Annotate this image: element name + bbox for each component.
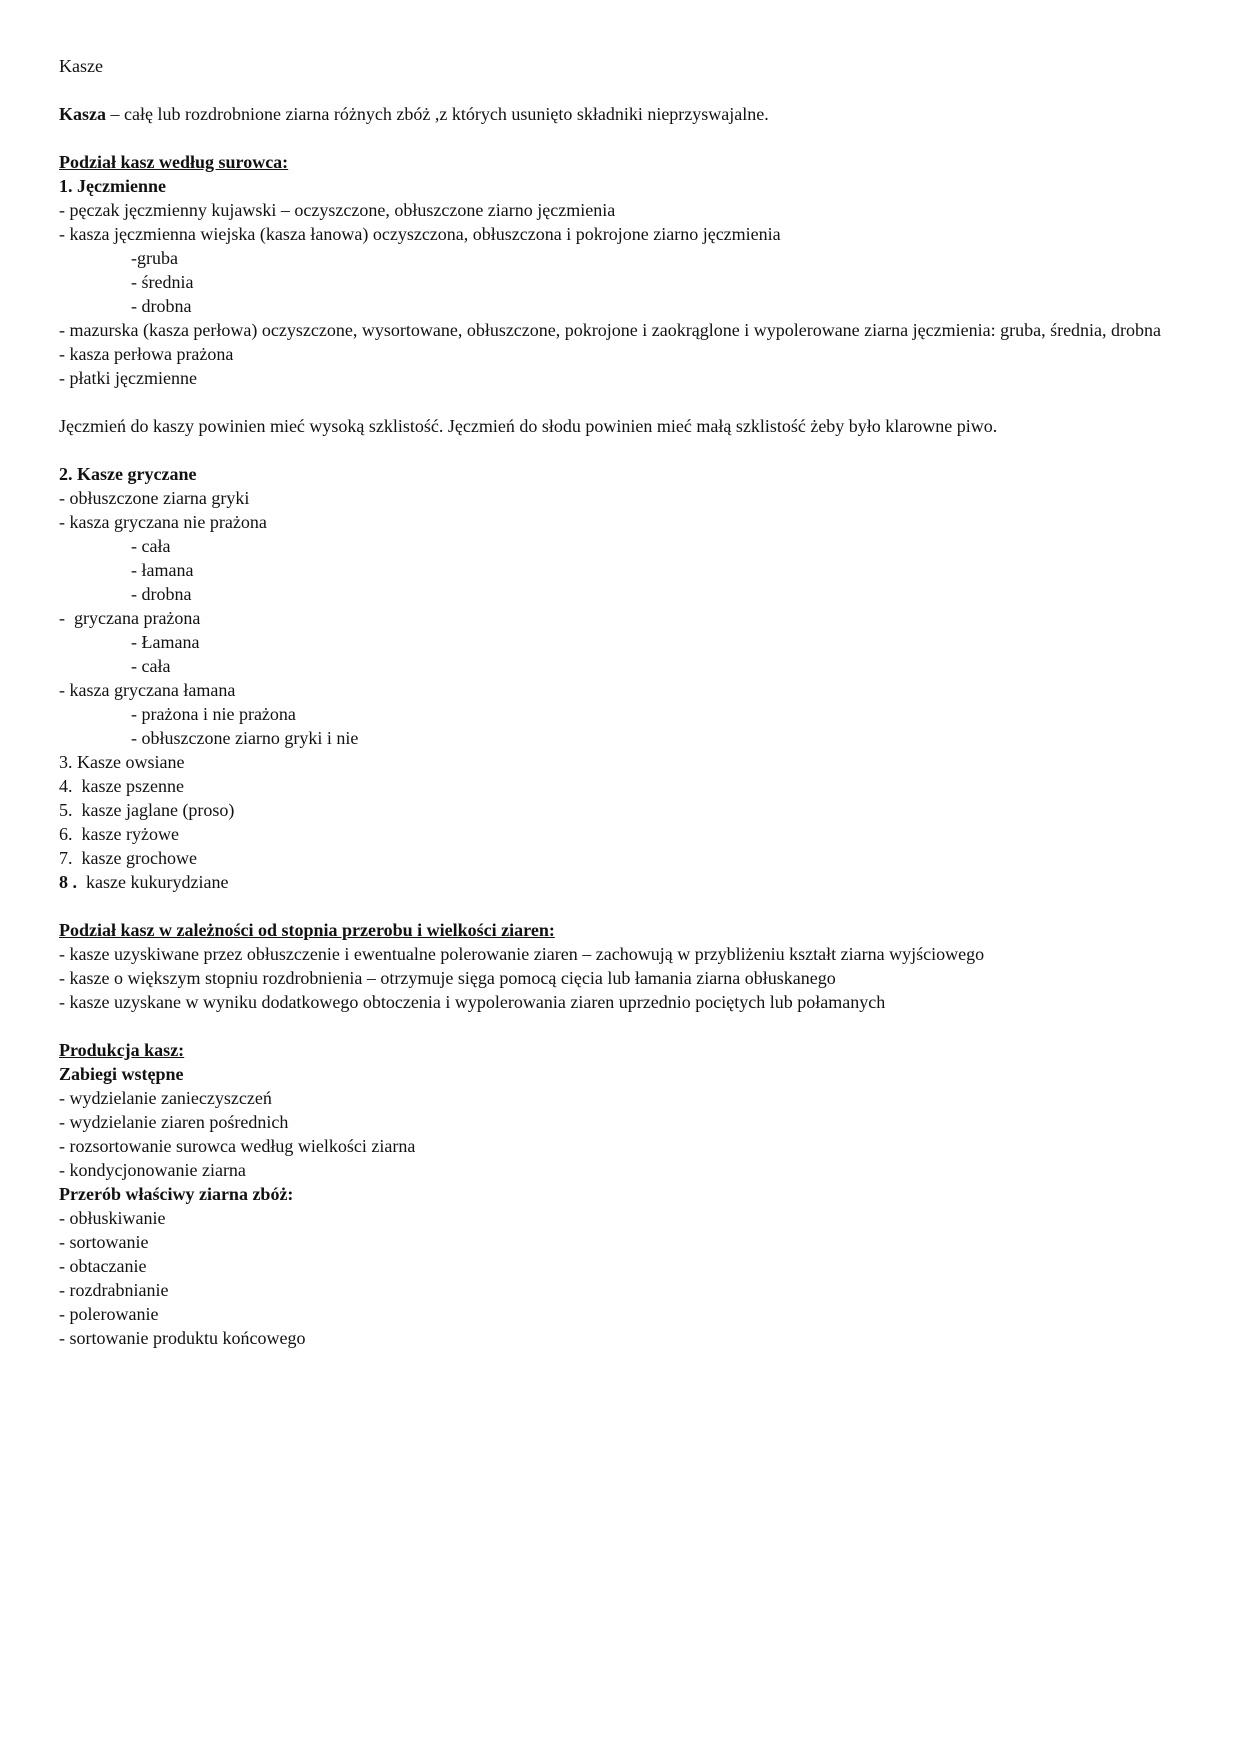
sub-list-item: - cała <box>131 536 171 556</box>
list-item: - rozdrabnianie <box>59 1280 169 1300</box>
list-item: - gryczana prażona <box>59 608 201 628</box>
list-item: 5. kasze jaglane (proso) <box>59 800 235 820</box>
list-item: - kasze uzyskiwane przez obłuszczenie i ewentualne polerowanie ziaren – zachowują w przybliżeniu kształt ziarna wyjściowego <box>59 944 985 964</box>
list-item: - obtaczanie <box>59 1256 147 1276</box>
document-page <box>59 54 1189 1350</box>
list-item: 4. kasze pszenne <box>59 776 184 796</box>
list-item: - płatki jęczmienne <box>59 368 197 388</box>
section-heading: Produkcja kasz: <box>59 1040 185 1060</box>
list-text: kasze kukurydziane <box>77 872 229 892</box>
subsection-heading: 1. Jęczmienne <box>59 176 166 196</box>
definition-text: – całę lub rozdrobnione ziarna różnych zbóż ,z których usunięto składniki nieprzyswajalne. <box>106 104 769 124</box>
list-item: - wydzielanie ziaren pośrednich <box>59 1112 289 1132</box>
sub-list-item: - drobna <box>131 584 192 604</box>
list-item: - kasza perłowa prażona <box>59 344 234 364</box>
sub-list-item: - prażona i nie prażona <box>131 704 296 724</box>
list-item <box>59 870 1189 894</box>
list-item: - obłuskiwanie <box>59 1208 166 1228</box>
list-item: - polerowanie <box>59 1304 159 1324</box>
list-item: - pęczak jęczmienny kujawski – oczyszczone, obłuszczone ziarno jęczmienia <box>59 200 616 220</box>
sub-list-item: - cała <box>131 656 171 676</box>
list-item: - kasze o większym stopniu rozdrobnienia – otrzymuje sięga pomocą cięcia lub łamania ziarna obłuskanego <box>59 968 836 988</box>
subsection-heading: Zabiegi wstępne <box>59 1064 184 1084</box>
list-item: - sortowanie produktu końcowego <box>59 1328 306 1348</box>
document-title: Kasze <box>59 56 103 76</box>
list-item: - kondycjonowanie ziarna <box>59 1160 246 1180</box>
list-item: - rozsortowanie surowca według wielkości ziarna <box>59 1136 416 1156</box>
section-heading: Podział kasz według surowca: <box>59 152 289 172</box>
sub-list-item: - Łamana <box>131 632 200 652</box>
list-item: - kasze uzyskane w wyniku dodatkowego obtoczenia i wypolerowania ziaren uprzednio pociętych lub połamanych <box>59 992 886 1012</box>
list-number: 8 . <box>59 872 77 892</box>
subsection-heading: 2. Kasze gryczane <box>59 464 197 484</box>
definition <box>59 102 1189 126</box>
sub-list-item: - łamana <box>131 560 194 580</box>
list-item: - wydzielanie zanieczyszczeń <box>59 1088 272 1108</box>
list-item: - sortowanie <box>59 1232 149 1252</box>
list-item: 7. kasze grochowe <box>59 848 197 868</box>
section-heading: Podział kasz w zależności od stopnia przerobu i wielkości ziaren: <box>59 920 555 940</box>
definition-term: Kasza <box>59 104 106 124</box>
list-item: - obłuszczone ziarna gryki <box>59 488 250 508</box>
list-item: - kasza gryczana łamana <box>59 680 236 700</box>
list-item: 3. Kasze owsiane <box>59 752 185 772</box>
sub-list-item: - średnia <box>131 272 194 292</box>
list-item: - kasza gryczana nie prażona <box>59 512 267 532</box>
list-item: - kasza jęczmienna wiejska (kasza łanowa) oczyszczona, obłuszczona i pokrojone ziarno jęczmienia <box>59 224 781 244</box>
sub-list-item: - drobna <box>131 296 192 316</box>
list-item: - mazurska (kasza perłowa) oczyszczone, wysortowane, obłuszczone, pokrojone i zaokrąglone i wypolerowane ziarna jęczmienia: gruba, średnia, drobna <box>59 320 1162 340</box>
list-item: 6. kasze ryżowe <box>59 824 179 844</box>
sub-list-item: - obłuszczone ziarno gryki i nie <box>131 728 359 748</box>
sub-list-item: -gruba <box>131 248 178 268</box>
subsection-heading: Przerób właściwy ziarna zbóż: <box>59 1184 294 1204</box>
note-paragraph: Jęczmień do kaszy powinien mieć wysoką szklistość. Jęczmień do słodu powinien mieć małą szklistość żeby było klarowne piwo. <box>59 416 998 436</box>
